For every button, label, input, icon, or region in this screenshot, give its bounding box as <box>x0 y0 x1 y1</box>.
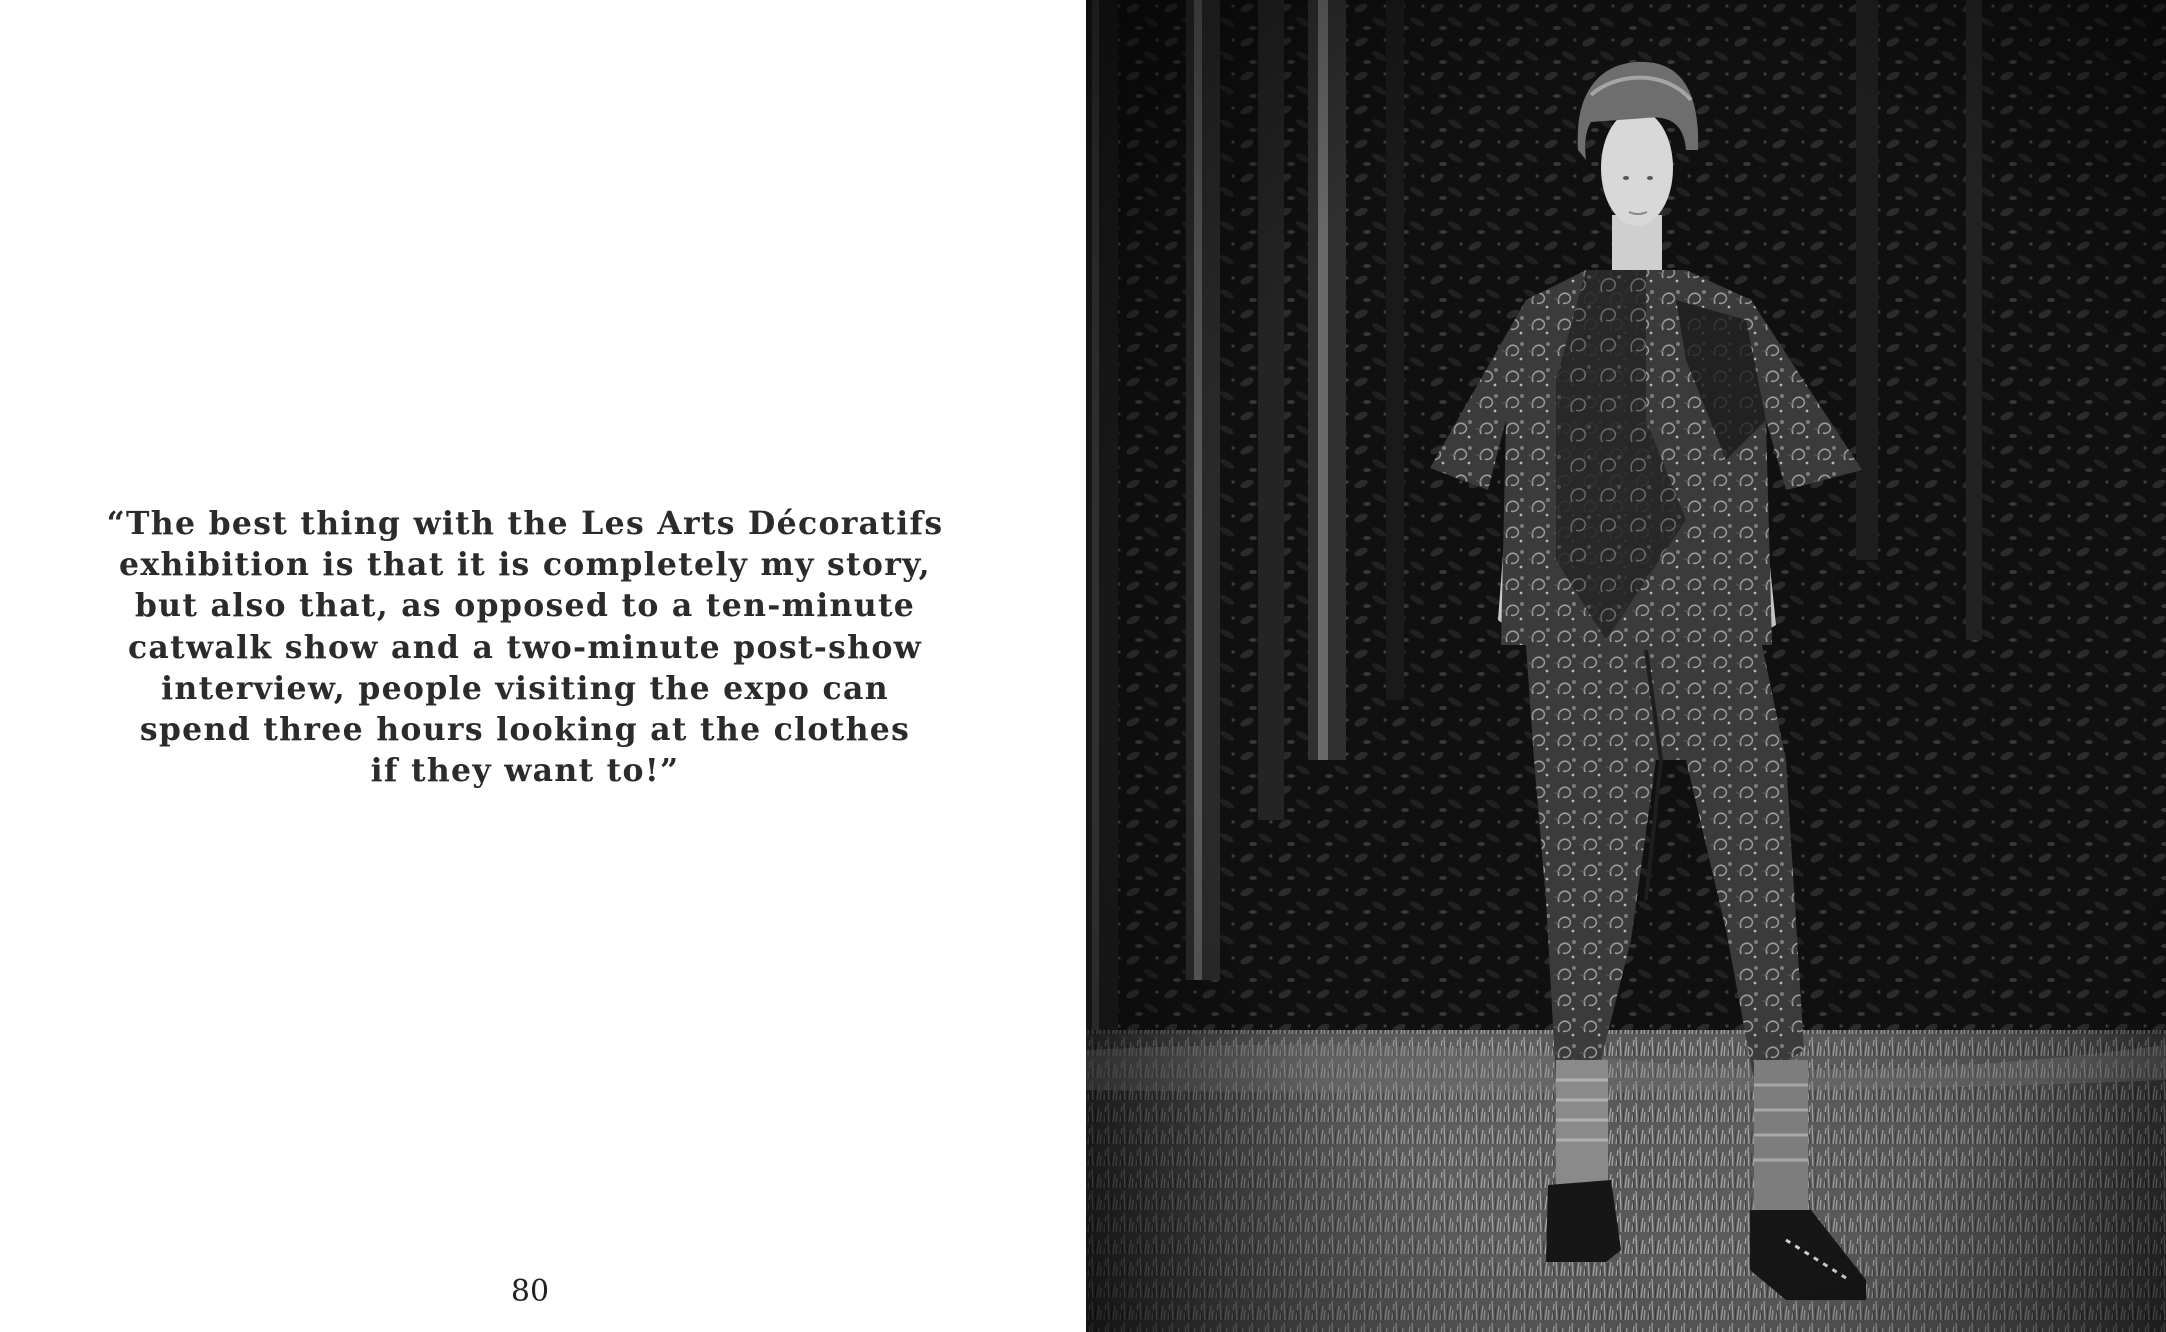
pull-quote <box>100 503 950 791</box>
quote-line: but also that, as opposed to a ten-minute <box>134 587 916 625</box>
quote-line: if they want to!” <box>370 752 680 790</box>
quote-line: “The best thing with the Les Arts Décoratifs <box>106 505 944 542</box>
quote-line: interview, people visiting the expo can <box>161 669 889 707</box>
quote-line: catwalk show and a two-minute post-show <box>127 628 923 666</box>
quote-line: exhibition is that it is completely my story, <box>119 546 931 584</box>
fashion-photo <box>1086 0 2166 1332</box>
page-number: 80 <box>510 1274 550 1309</box>
quote-line: spend three hours looking at the clothes <box>139 711 911 749</box>
